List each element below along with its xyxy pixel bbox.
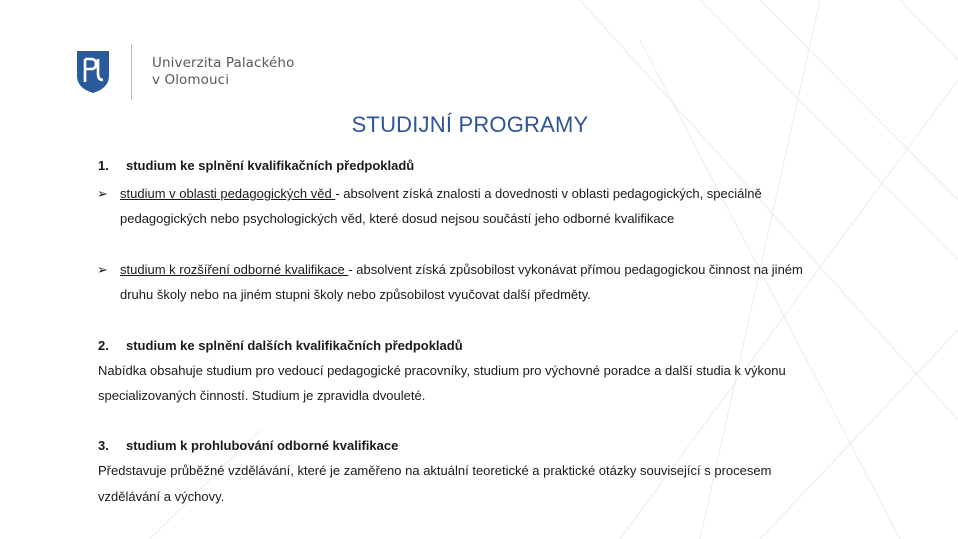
section-2-heading: studium ke splnění dalších kvalifikačních předpokladů [126,338,463,353]
bullet-1-text: - absolvent získá znalosti a dovednosti v oblasti pedagogických, speciálně [335,186,762,201]
bullet-1-link-text: studium v oblasti pedagogických věd [120,186,336,201]
section-2-number: 2. [98,338,109,353]
bullet-2-text: - absolvent získá způsobilost vykonávat přímou pedagogickou činnost na jiném [348,262,803,277]
bullet-arrow-icon: ➢ [97,186,108,201]
section-1-bullet-1-line-2: pedagogických nebo psychologických věd, které dosud nejsou součástí jeho odborné kvalifikace [120,211,675,226]
logo-text [152,55,294,89]
section-3-line-2: vzdělávání a výchovy. [98,489,225,504]
logo-line-2: v Olomouci [152,72,230,88]
page-title-text: STUDIJNÍ PROGRAMY [351,112,589,137]
section-3-number: 3. [98,438,109,453]
section-3-line-1: Představuje průběžné vzdělávání, které je zaměřeno na aktuální teoretické a praktické otázky související s procesem [98,463,772,478]
bullet-2-link-text: studium k rozšíření odborné kvalifikace [120,262,349,277]
university-logo [76,44,294,100]
page-title [0,112,940,138]
section-1-heading: studium ke splnění kvalifikačních předpokladů [126,158,415,173]
section-1-bullet-1 [120,186,762,201]
bullet-arrow-icon: ➢ [97,262,108,277]
logo-line-1: Univerzita Palackého [152,55,295,71]
section-2-line-2: specializovaných činností. Studium je zpravidla dvouleté. [98,388,426,403]
logo-divider [131,44,132,100]
section-1-bullet-2 [120,262,803,277]
section-2-line-1: Nabídka obsahuje studium pro vedoucí pedagogické pracovníky, studium pro výchovné poradce a další studia k výkonu [98,363,786,378]
section-1-bullet-2-line-2: druhu školy nebo na jiném stupni školy nebo způsobilost vyučovat další předměty. [120,287,591,302]
section-3-heading: studium k prohlubování odborné kvalifikace [126,438,399,453]
university-shield-icon [76,50,110,94]
section-1-number: 1. [98,158,109,173]
